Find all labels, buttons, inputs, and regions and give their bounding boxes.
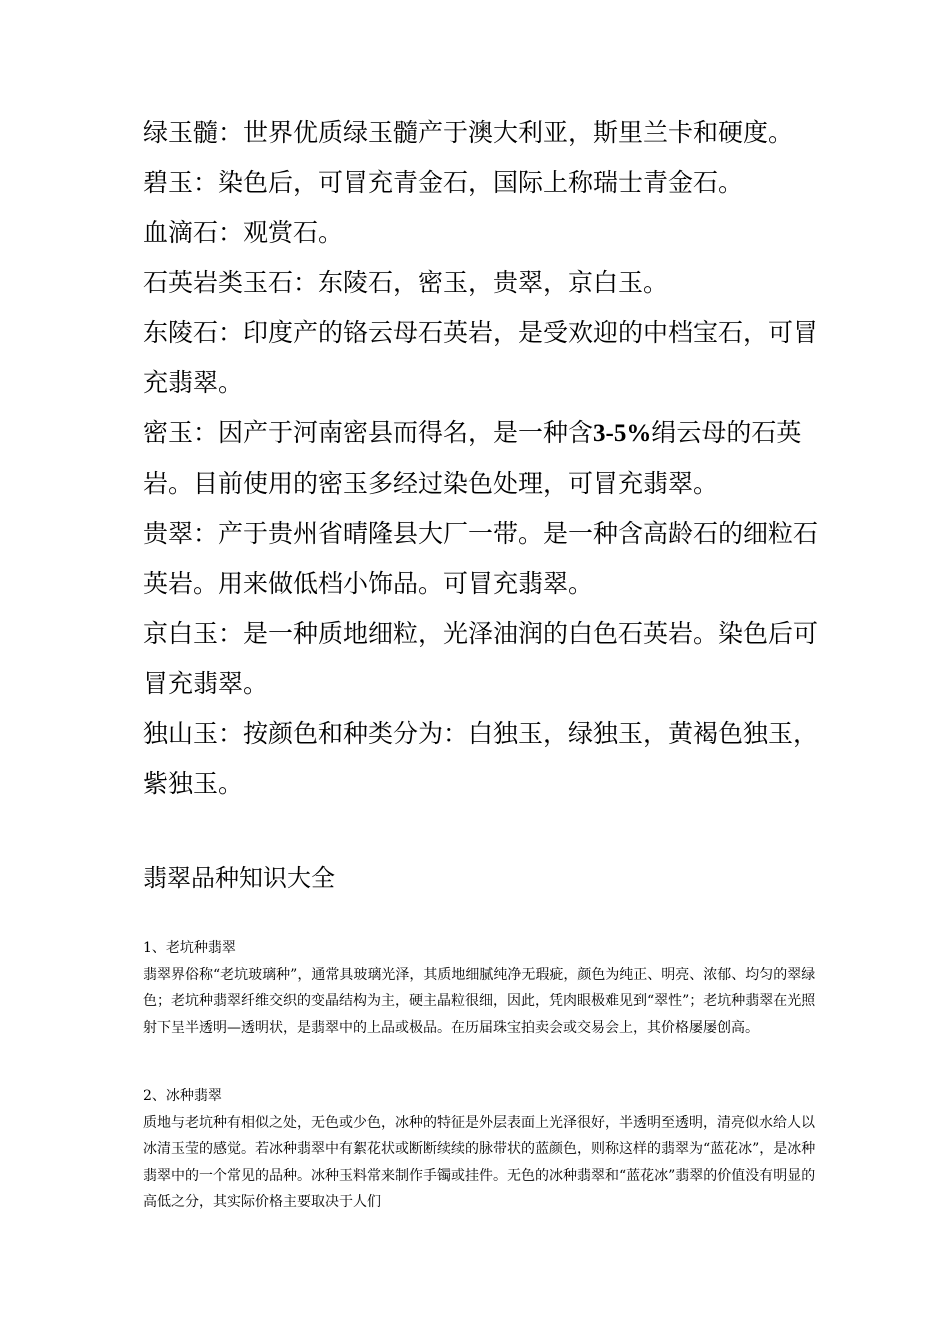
entry-chalcedony: 绿玉髓：世界优质绿玉髓产于澳大利亚，斯里兰卡和硬度。 xyxy=(143,118,794,147)
section-title: 翡翠品种知识大全 xyxy=(143,864,335,892)
variety-section-2 xyxy=(143,1083,823,1216)
entry-bloodstone: 血滴石：观赏石。 xyxy=(143,218,344,247)
variety-heading: 1、老坑种翡翠 xyxy=(143,940,236,956)
variety-body: 翡翠界俗称“老坑玻璃种”，通常具玻璃光泽，其质地细腻纯净无瑕疵，颜色为纯正、明亮、浓郁、均匀的翠绿色；老坑种翡翠纤维交织的变晶结构为主，硬主晶粒很细，因此，凭肉眼极难见到“翠性”；老坑种翡翠在光照射下呈半透明—透明状，是翡翠中的上品或极品。在历届珠宝拍卖会或交易会上，其价格屡屡创高。 xyxy=(143,966,816,1036)
gem-entries xyxy=(143,108,823,809)
entry-dushan-jade: 独山玉：按颜色和种类分为：白独玉，绿独玉，黄褐色独玉，紫独玉。 xyxy=(143,719,819,798)
entry-quartzite-jade: 石英岩类玉石：东陵石，密玉，贵翠，京白玉。 xyxy=(143,268,669,297)
entry-mi-jade-post: 绢云母的石英岩。目前使用的密玉多经过染色处理，可冒充翡翠。 xyxy=(143,418,802,498)
entry-mi-jade xyxy=(143,408,823,509)
variety-heading: 2、冰种翡翠 xyxy=(143,1088,222,1104)
entry-jasper: 碧玉：染色后，可冒充青金石，国际上称瑞士青金石。 xyxy=(143,168,744,197)
variety-body: 质地与老坑种有相似之处，无色或少色，冰种的特征是外层表面上光泽很好，半透明至透明，清亮似水给人以冰清玉莹的感觉。若冰种翡翠中有絮花状或断断续续的脉带状的蓝颜色，则称这样的翡翠为“蓝花冰”，是冰种翡翠中的一个常见的品种。冰种玉料常来制作手镯或挂件。无色的冰种翡翠和“蓝花冰”翡翠的价值没有明显的高低之分，其实际价格主要取决于人们 xyxy=(143,1114,816,1210)
variety-section-1 xyxy=(143,935,823,1041)
entry-jing-bai-jade: 京白玉：是一种质地细粒，光泽油润的白色石英岩。染色后可冒充翡翠。 xyxy=(143,619,819,698)
entry-aventurine: 东陵石：印度产的铬云母石英岩，是受欢迎的中档宝石，可冒充翡翠。 xyxy=(143,318,819,397)
entry-gui-cui: 贵翠：产于贵州省晴隆县大厂一带。是一种含高龄石的细粒石英岩。用来做低档小饰品。可冒充翡翠。 xyxy=(143,519,819,598)
entry-mi-jade-percent: 3-5% xyxy=(593,420,652,447)
entry-mi-jade-pre: 密玉：因产于河南密县而得名，是一种含 xyxy=(143,418,594,447)
